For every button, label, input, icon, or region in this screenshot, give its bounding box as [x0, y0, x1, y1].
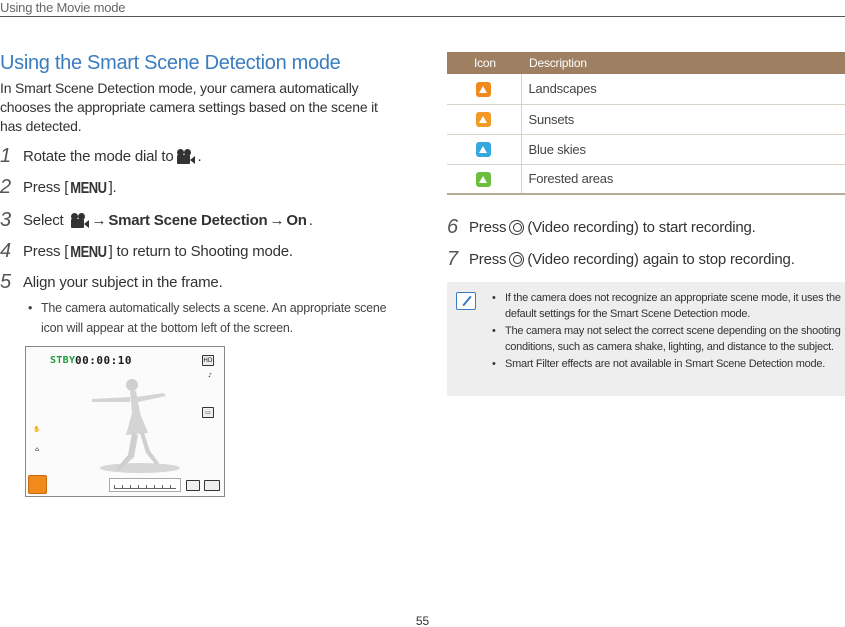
list-item: • Smart Filter effects are not available in Smart Scene Detection mode.: [492, 357, 842, 373]
note-pencil-icon: [456, 292, 476, 310]
step-7: 7 Press (Video recording) again to stop recording.: [447, 248, 795, 270]
step-1: 1 Rotate the mode dial to .: [0, 145, 202, 167]
table-header-icon: Icon: [447, 52, 521, 74]
step-number: 5: [0, 271, 12, 293]
step-number: 4: [0, 240, 12, 262]
page-header: [0, 0, 845, 17]
scene-icon-table: [447, 52, 845, 195]
step-5: [0, 269, 223, 295]
step-number: 7: [447, 248, 459, 270]
step-text: Align your subject in the frame.: [23, 273, 223, 291]
table-row: [447, 164, 845, 194]
table-row: [447, 134, 845, 164]
note-list: [492, 291, 842, 375]
memory-card-icon: [186, 480, 200, 491]
forest-scene-icon: [476, 172, 491, 187]
step-number: 6: [447, 216, 459, 238]
table-header-description: Description: [521, 52, 845, 74]
step-4: 4 Press [ MENU ] to return to Shooting mode.: [0, 240, 293, 262]
home-icon: ⌂: [35, 446, 39, 453]
scene-description: Forested areas: [521, 164, 845, 194]
table-row: [447, 104, 845, 134]
menu-value: On: [286, 211, 307, 229]
sound-icon: ♪: [208, 372, 212, 379]
scene-description: Sunsets: [521, 104, 845, 134]
step-text: Rotate the mode dial to: [23, 147, 174, 165]
exposure-scale: [109, 478, 181, 492]
menu-key-icon: MENU: [70, 242, 107, 260]
step-number: 2: [0, 176, 12, 198]
step-3: 3 Select → Smart Scene Detection → On .: [0, 209, 313, 231]
detected-scene-icon: [28, 475, 47, 494]
step-number: 1: [0, 145, 12, 167]
standby-label: STBY: [50, 355, 76, 366]
step-6: 6 Press (Video recording) to start recording.: [447, 216, 756, 238]
stabilizer-icon: ✋: [33, 426, 41, 433]
page-number: 55: [415, 614, 430, 627]
dancer-silhouette: [86, 373, 176, 473]
list-item: • The camera may not select the correct scene depending on the shooting conditions, such as camera shake, lighting, and distance to the subject.: [492, 324, 842, 355]
sunset-scene-icon: [476, 112, 491, 127]
recording-time: 00:00:10: [75, 354, 132, 367]
step-number: 3: [0, 209, 12, 231]
scene-description: Landscapes: [521, 74, 845, 104]
table-row: [447, 74, 845, 104]
section-title: Using the Smart Scene Detection mode: [0, 52, 341, 74]
menu-key-icon: MENU: [70, 178, 107, 196]
step-2: 2 Press [ MENU ].: [0, 176, 117, 198]
step5-bullet: • The camera automatically selects a scene. An appropriate scene icon will appear at the bottom left of the screen.: [28, 301, 387, 335]
camera-screen-preview: [25, 346, 225, 497]
video-record-button-icon: [509, 220, 524, 235]
blue-sky-scene-icon: [476, 142, 491, 157]
header-title: Using the Movie mode: [0, 0, 126, 15]
movie-mode-icon: [176, 148, 196, 164]
full-hd-icon: HD: [203, 357, 213, 364]
menu-option: Smart Scene Detection: [108, 211, 268, 229]
battery-icon: [204, 480, 220, 491]
list-item: • If the camera does not recognize an appropriate scene mode, it uses the default settings for the Smart Scene Detection mode.: [492, 291, 842, 322]
section-intro: In Smart Scene Detection mode, your camera automatically chooses the appropriate camera settings based on the scene it has detected.: [0, 80, 378, 134]
note-box: [447, 282, 845, 396]
movie-settings-icon: [70, 212, 90, 228]
frame-icon: ▭: [202, 407, 214, 418]
video-record-button-icon: [509, 252, 524, 267]
landscape-scene-icon: [476, 82, 491, 97]
scene-description: Blue skies: [521, 134, 845, 164]
